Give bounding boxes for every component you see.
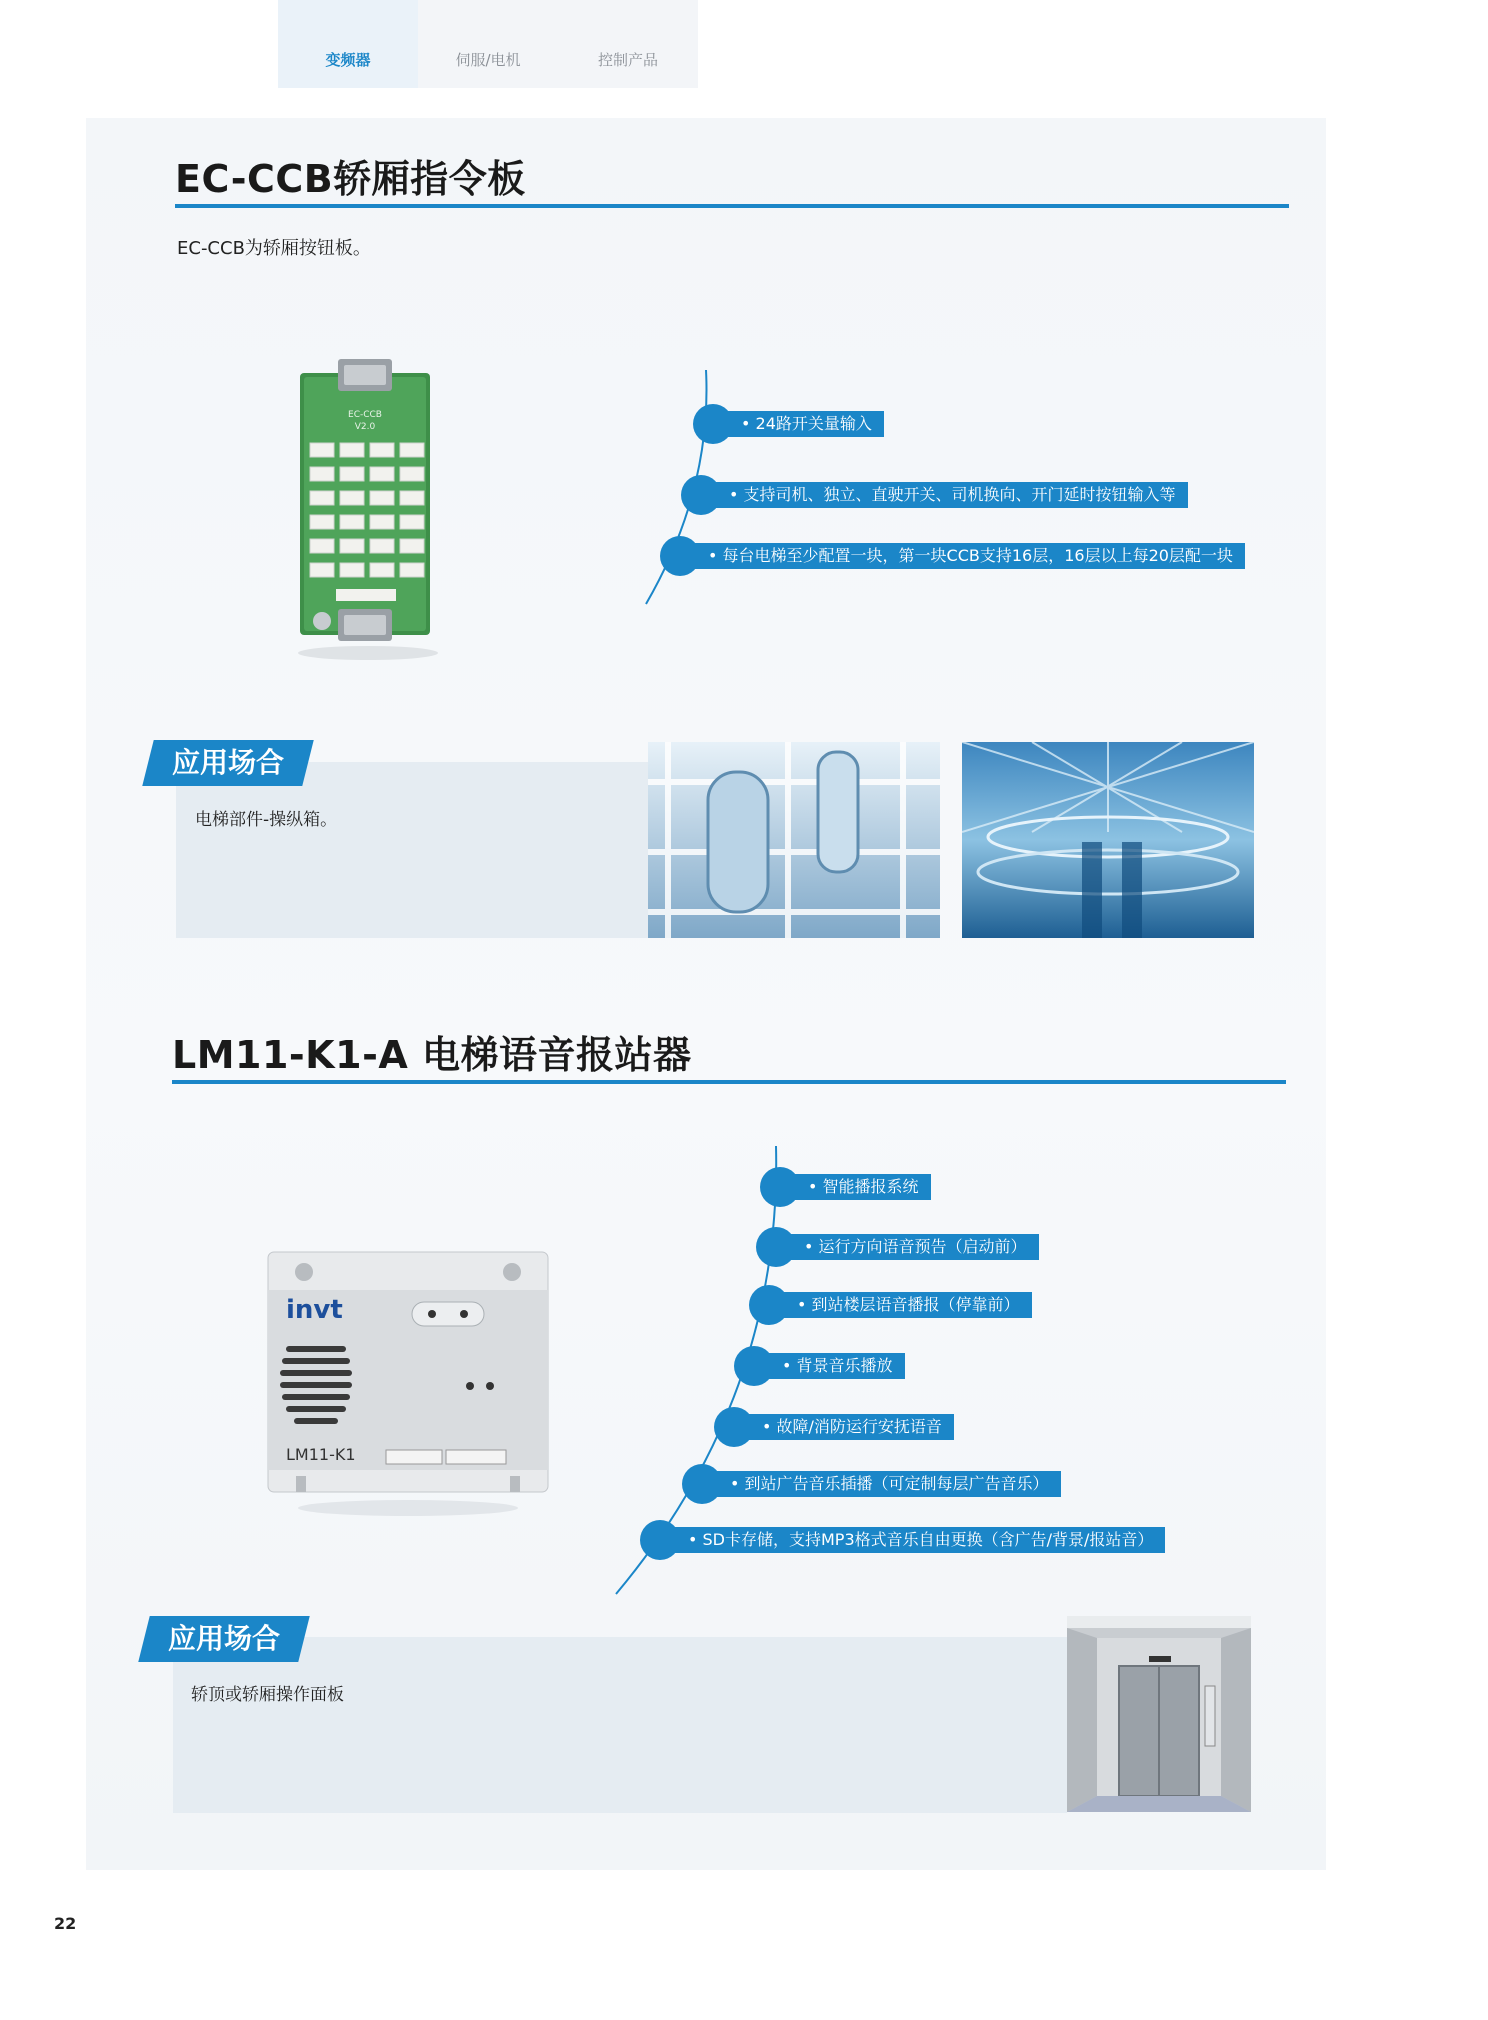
- tab-inverter[interactable]: 变频器: [278, 0, 418, 88]
- section2-feature-2: [756, 1234, 1039, 1260]
- page-number: 22: [54, 1914, 77, 1933]
- feature-label: • 24路开关量输入: [713, 411, 884, 437]
- device-model-text: LM11-K1: [286, 1445, 356, 1464]
- section1-feature-2: [681, 482, 1188, 508]
- section2-feature-5: [714, 1414, 954, 1440]
- section2-feature-1: [760, 1174, 931, 1200]
- lm11-k1-device-image: [266, 1250, 550, 1520]
- section2-divider: [172, 1080, 1286, 1084]
- elevator-car-photo: [1067, 1616, 1251, 1812]
- feature-label: • 智能播报系统: [780, 1174, 931, 1200]
- section2-feature-4: [734, 1353, 905, 1379]
- section2-application-tag: 应用场合: [167, 1622, 280, 1655]
- section1-title: EC-CCB轿厢指令板: [175, 157, 526, 201]
- tab-servo-motor[interactable]: 伺服/电机: [455, 51, 521, 69]
- section1-feature-1: [693, 411, 884, 437]
- glass-elevator-photo: [648, 742, 940, 938]
- feature-label: • 到站楼层语音播报（停靠前）: [769, 1292, 1032, 1318]
- section1-divider: [175, 204, 1289, 208]
- tab-control-products[interactable]: 控制产品: [597, 51, 658, 69]
- feature-label: • 运行方向语音预告（启动前）: [776, 1234, 1039, 1260]
- feature-label: • 到站广告音乐插播（可定制每层广告音乐）: [702, 1471, 1061, 1497]
- section2-application-box: [173, 1637, 1067, 1813]
- section2-feature-6: [682, 1471, 1061, 1497]
- category-tabbar: [278, 0, 698, 88]
- section1-application-tag: 应用场合: [171, 746, 284, 779]
- invt-logo-text: invt: [286, 1295, 343, 1325]
- feature-label: • 支持司机、独立、直驶开关、司机换向、开门延时按钮输入等: [701, 482, 1188, 508]
- feature-label: • 故障/消防运行安抚语音: [734, 1414, 954, 1440]
- section1-feature-3: [660, 543, 1245, 569]
- ec-ccb-board-image: [280, 355, 450, 665]
- feature-label: • 背景音乐播放: [754, 1353, 905, 1379]
- section2-title: LM11-K1-A 电梯语音报站器: [172, 1033, 692, 1077]
- board-version-text: V2.0: [354, 422, 376, 432]
- feature-label: • 每台电梯至少配置一块，第一块CCB支持16层，16层以上每20层配一块: [680, 543, 1245, 569]
- feature-label: • SD卡存储，支持MP3格式音乐自由更换（含广告/背景/报站音）: [660, 1527, 1165, 1553]
- section1-application-text: 电梯部件-操纵箱。: [195, 810, 338, 830]
- section2-feature-7: [640, 1527, 1165, 1553]
- section2-application-text: 轿顶或轿厢操作面板: [191, 1685, 344, 1705]
- board-model-text: EC-CCB: [348, 410, 382, 420]
- section1-application-box: [176, 762, 648, 938]
- section1-description: EC-CCB为轿厢按钮板。: [177, 238, 371, 259]
- section2-feature-3: [749, 1292, 1032, 1318]
- atrium-elevator-photo: [962, 742, 1254, 938]
